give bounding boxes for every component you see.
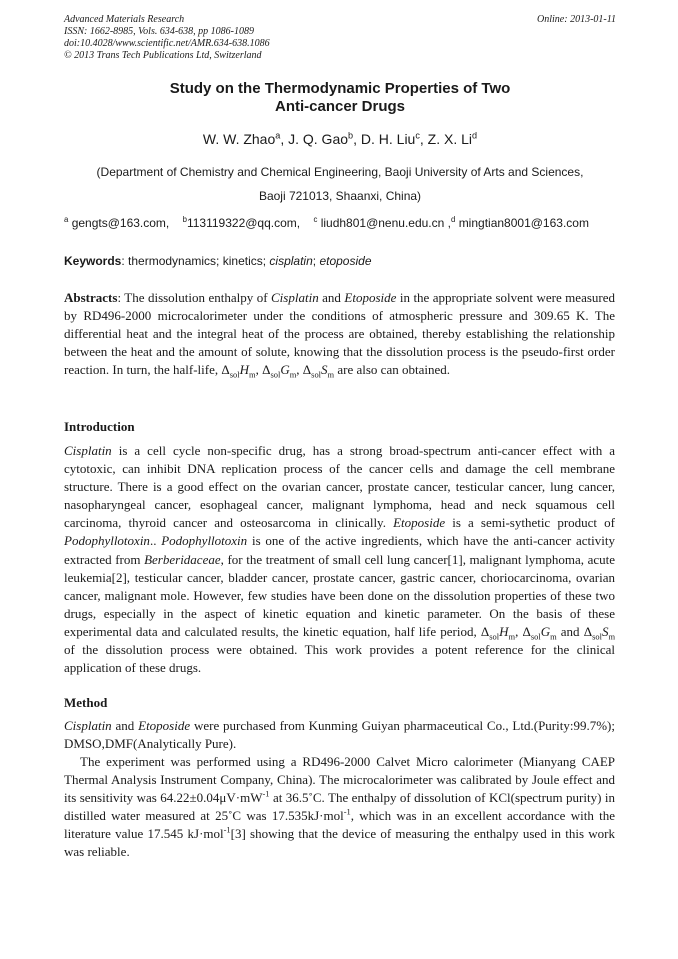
title-line-2: Anti-cancer Drugs	[274, 98, 406, 115]
text-run: at 36.5˚C. The enthalpy of dissolution of KCl(spectrum purity) in distilled water measured at 25˚C was 17.535kJ·mol	[64, 790, 615, 824]
drug-name: Podophyllotoxin	[161, 533, 248, 549]
keyword-etoposide: etoposide	[319, 254, 372, 268]
abstract-label: Abstracts	[64, 290, 118, 305]
text-run: are also can obtained.	[334, 362, 450, 378]
email-address: 113119322@qq.com,	[186, 216, 301, 230]
delta-sol-hm: $\Delta_{sol}H_m$	[480, 623, 516, 642]
author-list: W. W. Zhao$^a$, J. Q. Gao$^b$, D. H. Liu$^c$, Z. X. Li$^d$	[202, 130, 478, 147]
email-sup: d	[451, 215, 456, 224]
affiliation-line-2: Baoji 721013, Shaanxi, China)	[258, 189, 422, 203]
delta-sol-gm: $\Delta_{sol}G_m$	[522, 623, 557, 642]
keywords-sep: ;	[312, 254, 320, 268]
email-list	[64, 215, 616, 231]
author-name: J. Q. Gao	[288, 131, 349, 147]
text-run: were purchased from Kunming Guiyan pharmaceutical Co., Ltd.(Purity:99.7%); DMSO,DMF(Analytically Pure).	[64, 718, 615, 752]
drug-name: Cisplatin	[271, 290, 319, 305]
abstract-paragraph: Abstracts: The dissolution enthalpy of Cisplatin and Etoposide in the appropriate solvent were measured by RD496-2000 microcalorimeter under the conditions of atmospheric pressure and 309.65 K. The differential heat and the integral heat of the process are obtained, thereby establishing the relationship between the heat and the amount of solute, knowing that the dissolution process is the pseudo-first order reaction. In turn, the half-life, $\Delta_{sol}H_m$, $\Delta_{sol}G_m$, $\Delta_{sol}S_m$ are also can obtained.	[64, 290, 615, 380]
delta-sol-hm: $\Delta_{sol}H_m$	[221, 362, 256, 380]
text-run: in the appropriate solvent were measured by RD496-2000 microcalorimeter under the conditions of atmospheric pressure and 309.65 K. The differential heat and the integral heat of the process are obtained, thereby establishing the relationship between the heat and the amount of solute, knowing that the dissolution process is the pseudo-first order reaction. In turn, the half-life,	[64, 290, 615, 378]
keywords-label: Keywords	[64, 254, 122, 268]
copyright-line: © 2013 Trans Tech Publications Ltd, Switzerland	[64, 50, 262, 61]
method-heading: Method	[64, 695, 108, 710]
drug-name: Podophyllotoxin	[64, 533, 150, 549]
paper-title	[64, 80, 616, 116]
text-run: : The dissolution enthalpy of	[117, 290, 272, 305]
email-address: gengts@163.com,	[71, 216, 170, 230]
drug-name: Cisplatin	[64, 443, 112, 458]
email-address: mingtian8001@163.com	[458, 216, 589, 230]
affiliation-line-1: (Department of Chemistry and Chemical Engineering, Baoji University of Arts and Sciences,	[96, 165, 584, 179]
author-name: Z. X. Li	[427, 131, 473, 147]
text-run: The experiment was performed using a RD496-2000 Calvet Micro calorimeter (Mianyang CAEP Thermal Analysis Instrument Company, China). The microcalorimeter was calibrated by Joule effect and its sensitivity was 64.22±0.04μV·mW	[64, 754, 615, 806]
doi-line: doi:10.4028/www.scientific.net/AMR.634-638.1086	[64, 38, 270, 49]
drug-name: Etoposide	[344, 290, 397, 305]
introduction-heading: Introduction	[64, 419, 135, 434]
journal-name: Advanced Materials Research	[64, 14, 185, 25]
drug-name: Cisplatin	[64, 718, 112, 733]
email-address: liudh801@nenu.edu.cn ,	[320, 216, 451, 230]
issn-line: ISSN: 1662-8985, Vols. 634-638, pp 1086-1089	[64, 26, 254, 37]
delta-sol-sm: $\Delta_{sol}S_m$	[302, 362, 335, 380]
text-run: is a semi-sythetic product of	[445, 515, 615, 531]
text-run: , for the treatment of small cell lung cancer[1], malignant lymphoma, acute leukemia[2], testicular cancer, bladder cancer, prostate cancer, gastric cancer, choriocarcinoma, ovarian cancer, malignant mole. However, few studies have been done on the dissolution properties of these two drugs, especially in the aspect of kinetic equation and kinetic parameter. On the basis of these experimental data and calculated results, the kinetic equation, half life period,	[64, 551, 615, 639]
text-run: is one of the active ingredients, which have the anti-cancer activity extracted from	[64, 533, 615, 567]
author-affil-sup: a	[275, 130, 281, 141]
author-affil-sup: d	[472, 130, 478, 141]
author-name: D. H. Liu	[360, 131, 416, 147]
text-run: ..	[149, 533, 162, 549]
text-run: and	[111, 718, 139, 733]
method-paragraph-2: The experiment was performed using a RD496-2000 Calvet Micro calorimeter (Mianyang CAEP Thermal Analysis Instrument Company, China). The microcalorimeter was calibrated by Joule effect and its sensitivity was $64.22\pm 0.04\mu V\cdot mW^{-1}$ at 36.5˚C. The enthalpy of dissolution of KCl(spectrum purity) in distilled water measured at 25˚C was 17.535kJ·mol$^{-1}$, which was in an excellent accordance with the literature value 17.545 kJ·mol$^{-1}$[3] showing that the device of measuring the enthalpy used in this work was reliable.	[64, 754, 616, 860]
delta-sol-gm: $\Delta_{sol}G_m$	[262, 362, 297, 380]
text-run: is a cell cycle non-specific drug, has a strong broad-spectrum anti-cancer effect with a cytotoxic, can inhibit DNA replication process of the cancer cells and damage the cell membrane structure. There is a good effect on the ovarian cancer, prostate cancer, testicular cancer, lung cancer, nasopharyngeal cancer, esophageal cancer, malignant lymphoma, head and neck squamous cell carcinoma, thyroid cancer and osteosarcoma in clinically.	[64, 443, 615, 531]
method-paragraph-1	[64, 717, 615, 753]
keywords-text: : thermodynamics; kinetics;	[121, 254, 270, 268]
email-sup: a	[64, 215, 69, 224]
email-sup: b	[182, 215, 187, 224]
plant-family: Berberidaceae	[144, 551, 221, 567]
text-run: , which was in an excellent accordance with the literature value 17.545 kJ·mol	[64, 808, 616, 842]
email-sup: c	[313, 215, 318, 224]
text-run: and	[318, 290, 345, 305]
drug-name: Etoposide	[138, 718, 191, 733]
keywords-line	[64, 253, 616, 269]
online-date: Online: 2013-01-11	[537, 14, 616, 25]
author-name: W. W. Zhao	[202, 131, 276, 147]
author-affil-sup: c	[415, 130, 420, 141]
title-line-1: Study on the Thermodynamic Properties of Two	[169, 80, 511, 97]
introduction-paragraph: Cisplatin is a cell cycle non-specific drug, has a strong broad-spectrum anti-cancer effect with a cytotoxic, can inhibit DNA replication process of the cancer cells and damage the cell membrane structure. There is a good effect on the ovarian cancer, prostate cancer, testicular cancer, lung cancer, nasopharyngeal cancer, esophageal cancer, malignant lymphoma, head and neck squamous cell carcinoma, thyroid cancer and osteosarcoma in clinically. Etoposide is a semi-sythetic product of Podophyllotoxin.. Podophyllotoxin is one of the active ingredients, which have the anti-cancer activity extracted from Berberidaceae, for the treatment of small cell lung cancer[1], malignant lymphoma, acute leukemia[2], testicular cancer, bladder cancer, prostate cancer, gastric cancer, choriocarcinoma, ovarian cancer, malignant mole. However, few studies have been done on the dissolution properties of these two drugs, especially in the aspect of kinetic equation and kinetic parameter. On the basis of these experimental data and calculated results, the kinetic equation, half life period, $\Delta_{sol}H_m$, $\Delta_{sol}G_m$ and $\Delta_{sol}S_m$ of the dissolution process were obtained. This work provides a potent reference for the clinical application of these drugs.	[64, 443, 616, 676]
drug-name: Etoposide	[393, 515, 446, 531]
delta-sol-sm: $\Delta_{sol}S_m$	[583, 623, 616, 642]
keyword-cisplatin: cisplatin	[269, 254, 313, 268]
journal-header	[64, 14, 616, 62]
text-run: [3] showing that the device of measuring the enthalpy used in this work was reliable.	[64, 826, 615, 860]
author-affil-sup: b	[348, 130, 354, 141]
text-run: of the dissolution process were obtained. This work provides a potent reference for the clinical application of these drugs.	[64, 642, 615, 676]
